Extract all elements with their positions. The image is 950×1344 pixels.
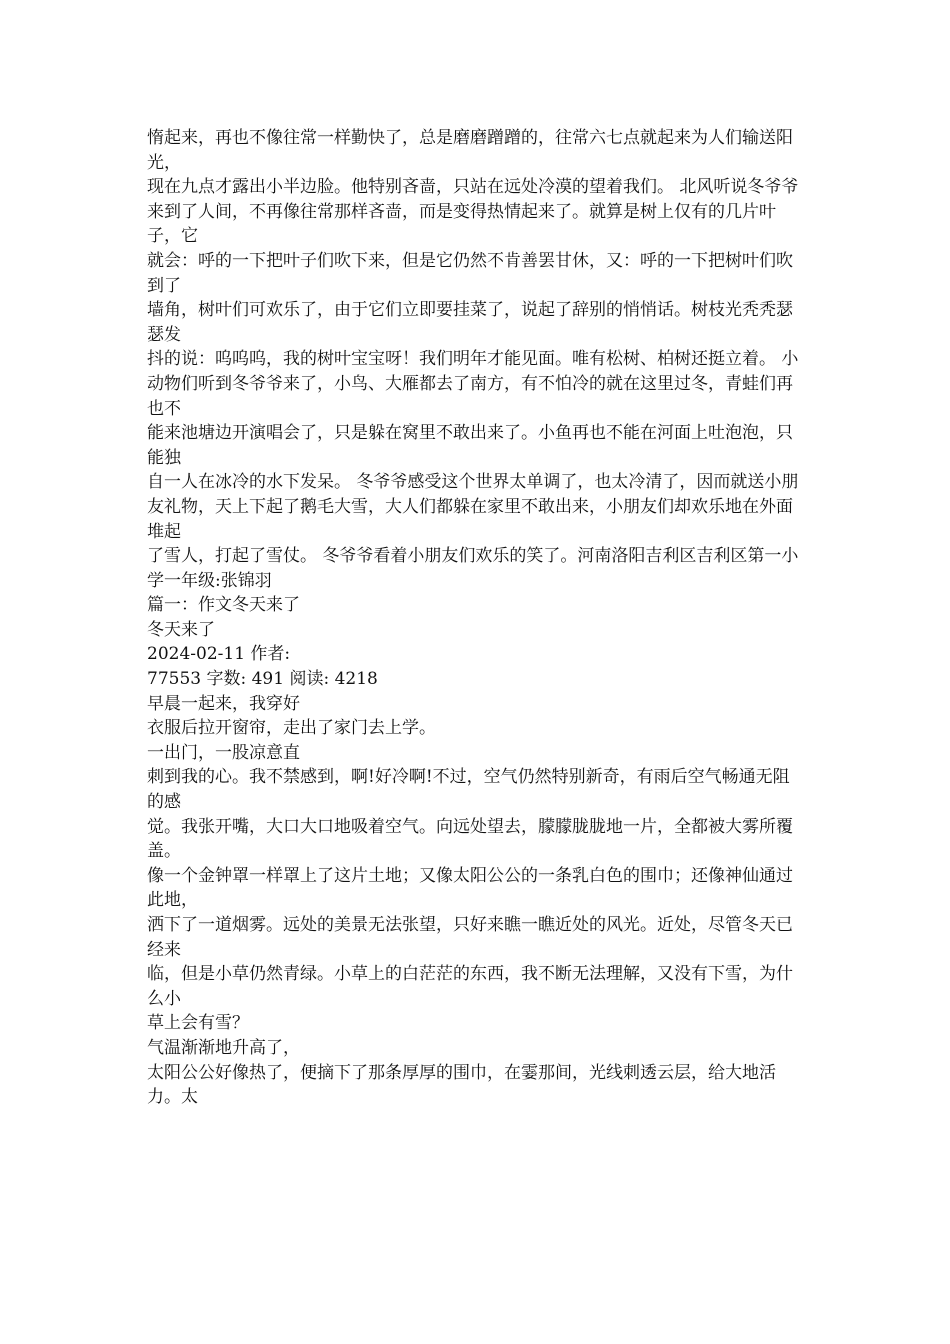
- text-line: 觉。我张开嘴，大口大口地吸着空气。向远处望去，朦朦胧胧地一片，全都被大雾所覆盖。: [147, 816, 793, 862]
- text-line: 自一人在冰冷的水下发呆。 冬爷爷感受这个世界太单调了，也太冷清了，因而就送小朋: [147, 472, 799, 493]
- text-line: 草上会有雪？: [147, 1013, 249, 1034]
- text-line: 能来池塘边开演唱会了，只是躲在窝里不敢出来了。小鱼再也不能在河面上吐泡泡，只能独: [147, 423, 793, 468]
- text-line: 惰起来，再也不像往常一样勤快了，总是磨磨蹭蹭的，往常六七点就起来为人们输送阳光，: [147, 128, 793, 173]
- text-line: 气温渐渐地升高了，: [147, 1037, 300, 1058]
- article-title: 冬天来了: [147, 619, 215, 640]
- text-line: 了雪人，打起了雪仗。 冬爷爷看着小朋友们欢乐的笑了。河南洛阳吉利区吉利区第一小: [147, 546, 799, 567]
- text-line: 早晨一起来，我穿好: [147, 693, 300, 714]
- section-heading: 篇一：作文冬天来了: [147, 595, 300, 616]
- text-line: 墙角，树叶们可欢乐了，由于它们立即要挂菜了，说起了辞别的悄悄话。树枝光秃秃瑟瑟发: [147, 300, 793, 345]
- article-meta-stats: 77553 字数: 491 阅读: 4218: [147, 669, 378, 690]
- text-line: 动物们听到冬爷爷来了，小鸟、大雁都去了南方，有不怕冷的就在这里过冬，青蛙们再也不: [147, 373, 793, 419]
- text-line: 来到了人间，不再像往常那样吝啬，而是变得热情起来了。就算是树上仅有的几片叶子，它: [147, 201, 776, 247]
- text-line: 刺到我的心。我不禁感到，啊!好冷啊!不过，空气仍然特别新奇，有雨后空气畅通无阻的感: [147, 767, 790, 813]
- text-line: 就会：呼的一下把叶子们吹下来，但是它仍然不肯善罢甘休，又：呼的一下把树叶们吹到了: [147, 250, 793, 296]
- text-line: 衣服后拉开窗帘，走出了家门去上学。: [147, 718, 436, 739]
- text-line: 洒下了一道烟雾。远处的美景无法张望，只好来瞧一瞧近处的风光。近处，尽管冬天已经来: [147, 915, 793, 960]
- text-line: 太阳公公好像热了，便摘下了那条厚厚的围巾，在霎那间，光线刺透云层，给大地活力。太: [147, 1062, 776, 1108]
- text-line: 像一个金钟罩一样罩上了这片土地；又像太阳公公的一条乳白色的围巾；还像神仙通过此地，: [147, 865, 793, 911]
- article-meta-date: 2024-02-11 作者:: [147, 644, 291, 665]
- text-line: 抖的说：呜呜呜，我的树叶宝宝呀！我们明年才能见面。唯有松树、柏树还挺立着。 小: [147, 349, 799, 370]
- text-line: 临，但是小草仍然青绿。小草上的白茫茫的东西，我不断无法理解，又没有下雪，为什么小: [147, 964, 793, 1009]
- text-line: 友礼物，天上下起了鹅毛大雪，大人们都躲在家里不敢出来，小朋友们却欢乐地在外面堆起: [147, 496, 793, 542]
- text-line: 学一年级:张锦羽: [147, 570, 272, 591]
- text-line: 现在九点才露出小半边脸。他特别吝啬，只站在远处冷漠的望着我们。 北风听说冬爷爷: [147, 177, 799, 198]
- document-body: [147, 126, 802, 1110]
- text-line: 一出门，一股凉意直: [147, 742, 300, 763]
